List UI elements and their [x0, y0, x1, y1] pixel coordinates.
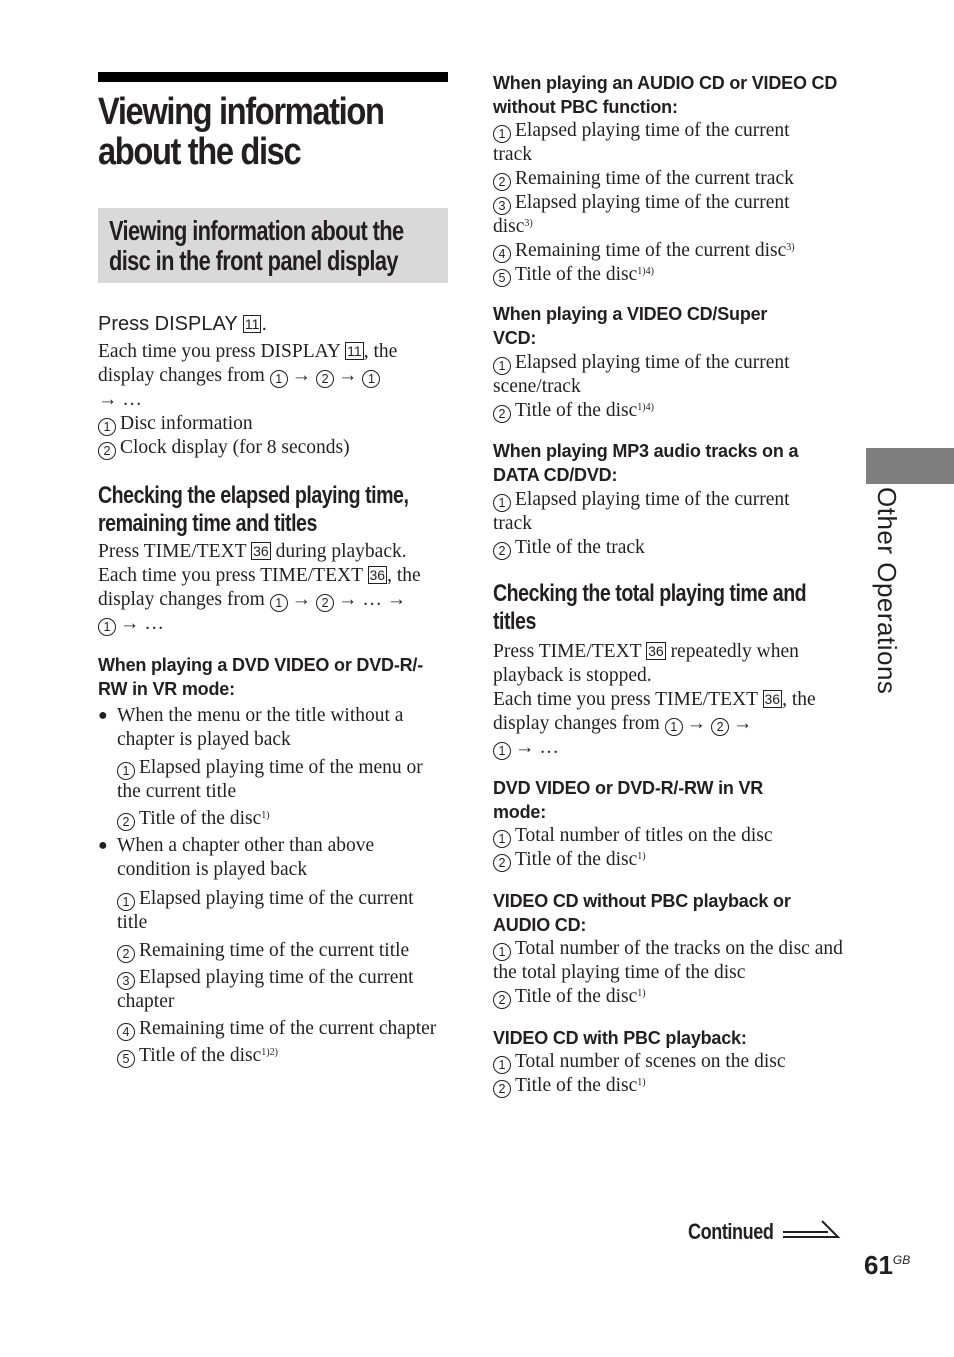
- total-vcd-heading: VIDEO CD without PBC playback or AUDIO CD:: [493, 891, 791, 935]
- step-number: 1: [270, 370, 288, 388]
- list-item: 2 Title of the disc$^{1)}$: [493, 985, 843, 1009]
- display-items-list: [98, 412, 448, 460]
- page-title: Viewing information about the disc: [98, 91, 384, 173]
- mp3-heading: When playing MP3 audio tracks on a DATA CD/DVD:: [493, 441, 799, 485]
- title-rule: [98, 72, 448, 82]
- display-description: Each time you press DISPLAY 11 , the display changes from 1 → 2 → 1 → …: [98, 341, 398, 410]
- side-section-label: Other Operations: [872, 487, 902, 695]
- audio-list: [493, 119, 823, 287]
- step-number: 1: [270, 594, 288, 612]
- mp3-list: [493, 488, 823, 560]
- list-item: 4 Remaining time of the current disc$^{3)}$: [493, 239, 823, 263]
- step-number: 1: [493, 742, 511, 760]
- display-key-label: 11: [244, 316, 260, 332]
- list-item: 3 Elapsed playing time of the current disc$^{3)}$: [493, 192, 790, 237]
- total-vcd-list: [493, 937, 843, 1009]
- section-tab: [866, 448, 954, 484]
- list-item: ● When the menu or the title without a chapter is played back: [98, 705, 404, 750]
- dvd-list: [98, 704, 448, 1068]
- elapsed-heading: Checking the elapsed playing time, remaining time and titles: [98, 482, 409, 537]
- elapsed-instructions: Press TIME/TEXT 36 during playback. Each time you press TIME/TEXT 36 , the display changes from 1 → 2 → … → 1 → …: [98, 541, 421, 634]
- arrow-icon: →: [98, 389, 118, 410]
- display-key-label: 11: [347, 343, 362, 359]
- list-item: 2 Title of the track: [493, 536, 823, 560]
- list-item: 2 Remaining time of the current title: [98, 939, 448, 963]
- list-item: 1 Elapsed playing time of the current track: [493, 489, 790, 534]
- list-item: 1 Total number of titles on the disc: [493, 824, 838, 848]
- list-item: 4 Remaining time of the current chapter: [98, 1017, 448, 1041]
- section-heading: Viewing information about the disc in the front panel display: [109, 215, 404, 276]
- list-item: 2 Clock display (for 8 seconds): [98, 436, 448, 460]
- list-item: 2 Title of the disc$^{1)}$: [98, 807, 448, 831]
- dvd-heading: When playing a DVD VIDEO or DVD-R/-RW in VR mode:: [98, 655, 424, 699]
- page-number: $61^{GB}$: [864, 1250, 911, 1280]
- list-item: 2 Remaining time of the current track: [493, 167, 823, 191]
- list-item: 2 Title of the disc$^{1)}$: [493, 848, 838, 872]
- press-display-instruction: Press DISPLAY 11 .: [98, 313, 267, 335]
- step-number: 1: [362, 370, 380, 388]
- step-number: 1: [98, 618, 116, 636]
- list-item: 5 Title of the disc$^{1)4)}$: [493, 263, 823, 287]
- bullet-icon: ●: [98, 837, 108, 854]
- section-heading-box: [98, 208, 448, 283]
- total-dvd-heading: DVD VIDEO or DVD-R/-RW in VR mode:: [493, 778, 764, 822]
- arrow-icon: →: [338, 365, 358, 386]
- step-number: 2: [316, 594, 334, 612]
- continued-label: Continued: [688, 1219, 774, 1244]
- list-item: 1 Total number of scenes on the disc: [493, 1050, 838, 1074]
- list-item: 1 Elapsed playing time of the current scene/track: [493, 352, 790, 397]
- list-item: 1 Elapsed playing time of the current track: [493, 120, 790, 165]
- continued-arrow-icon: [782, 1218, 842, 1242]
- total-instructions: Press TIME/TEXT 36 repeatedly when playback is stopped. Each time you press TIME/TEXT 36 , the display changes from 1 → 2 → 1 → …: [493, 641, 816, 758]
- total-pbc-list: [493, 1050, 838, 1098]
- list-item: 1 Total number of the tracks on the disc and the total playing time of the disc: [493, 938, 843, 983]
- total-pbc-heading: VIDEO CD with PBC playback:: [493, 1028, 747, 1048]
- list-item: 1 Elapsed playing time of the menu or the current title: [117, 757, 423, 802]
- list-item: ● When a chapter other than above condition is played back: [98, 835, 375, 880]
- list-item: 2 Title of the disc$^{1)4)}$: [493, 399, 823, 423]
- arrow-icon: →: [291, 365, 312, 386]
- step-number: 1: [665, 718, 683, 736]
- total-heading: Checking the total playing time and titles: [493, 580, 807, 635]
- step-number: 2: [711, 718, 729, 736]
- total-dvd-list: [493, 824, 838, 872]
- list-item: 5 Title of the disc$^{1)2)}$: [98, 1044, 448, 1068]
- list-item: 3 Elapsed playing time of the current chapter: [117, 967, 414, 1012]
- vcd-list: [493, 351, 823, 423]
- list-item: 1 Elapsed playing time of the current title: [117, 888, 414, 933]
- list-item: 1 Disc information: [98, 412, 448, 436]
- list-item: 2 Title of the disc$^{1)}$: [493, 1074, 838, 1098]
- step-number: 2: [316, 370, 334, 388]
- audio-heading: When playing an AUDIO CD or VIDEO CD without PBC function:: [493, 73, 838, 117]
- vcd-heading: When playing a VIDEO CD/Super VCD:: [493, 304, 768, 348]
- bullet-icon: ●: [98, 707, 108, 724]
